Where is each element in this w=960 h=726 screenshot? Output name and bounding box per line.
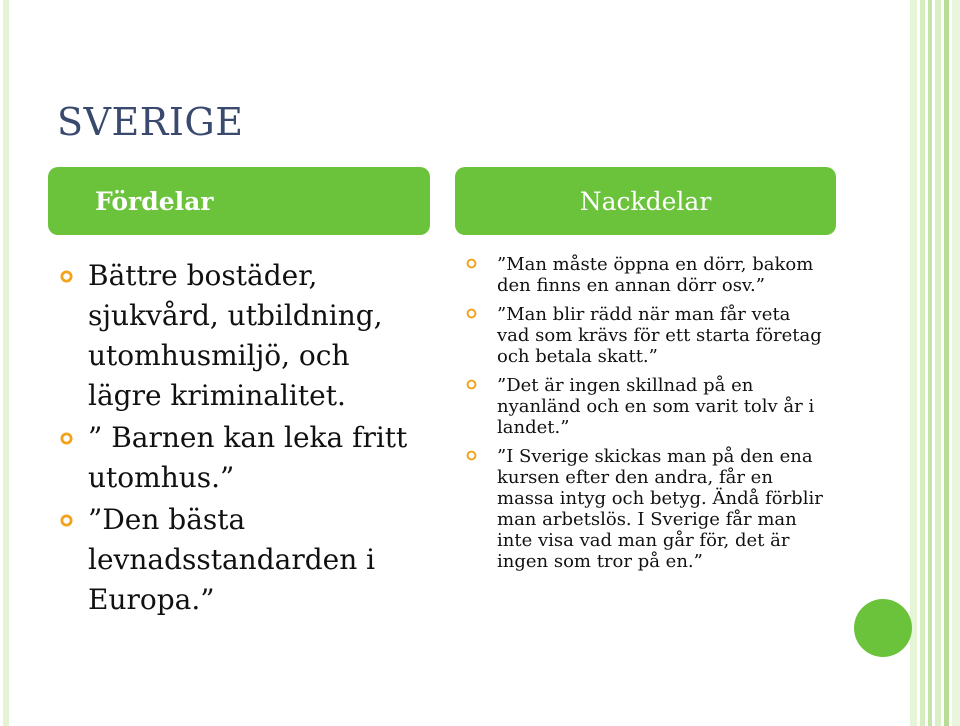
bullet-ring-icon (60, 514, 73, 527)
cons-list (466, 254, 826, 580)
bullet-ring-icon (466, 379, 477, 390)
con-text: ”I Sverige skickas man på den ena kursen efter den andra, får en massa intyg och betyg. Ändå förblir man arbetslös. I Sverige får man inte visa vad man går för, det är ingen som tror på en.” (497, 446, 823, 572)
bullet-ring-icon (466, 450, 477, 461)
con-text: ”Man måste öppna en dörr, bakom den finns en annan dörr osv.” (497, 254, 814, 296)
list-item (60, 256, 420, 416)
bullet-ring-icon (60, 432, 73, 445)
bullet-ring-icon (60, 270, 73, 283)
right-decor-stripes (910, 0, 960, 726)
left-decor-line (3, 0, 9, 726)
pros-list (60, 256, 420, 622)
bullet-ring-icon (466, 308, 477, 319)
list-item (466, 304, 826, 367)
pro-text: ”Den bästa levnadsstandarden i Europa.” (88, 503, 376, 616)
cons-header (455, 167, 836, 235)
pro-text: ” Barnen kan leka fritt utomhus.” (88, 421, 408, 494)
con-text: ”Det är ingen skillnad på en nyanländ och en som varit tolv år i landet.” (497, 375, 815, 438)
bullet-ring-icon (466, 258, 477, 269)
list-item (466, 446, 826, 572)
list-item (60, 500, 420, 620)
list-item (466, 375, 826, 438)
pros-header-label: Fördelar (95, 186, 214, 216)
cons-header-label: Nackdelar (579, 186, 712, 216)
list-item (466, 254, 826, 296)
pros-header (48, 167, 430, 235)
list-item (60, 418, 420, 498)
slide-title: SVERIGE (57, 100, 244, 144)
decor-circle (854, 599, 912, 657)
con-text: ”Man blir rädd när man får veta vad som krävs för ett starta företag och betala skatt.” (497, 304, 822, 367)
pro-text: Bättre bostäder, sjukvård, utbildning, utomhusmiljö, och lägre kriminalitet. (88, 259, 383, 412)
